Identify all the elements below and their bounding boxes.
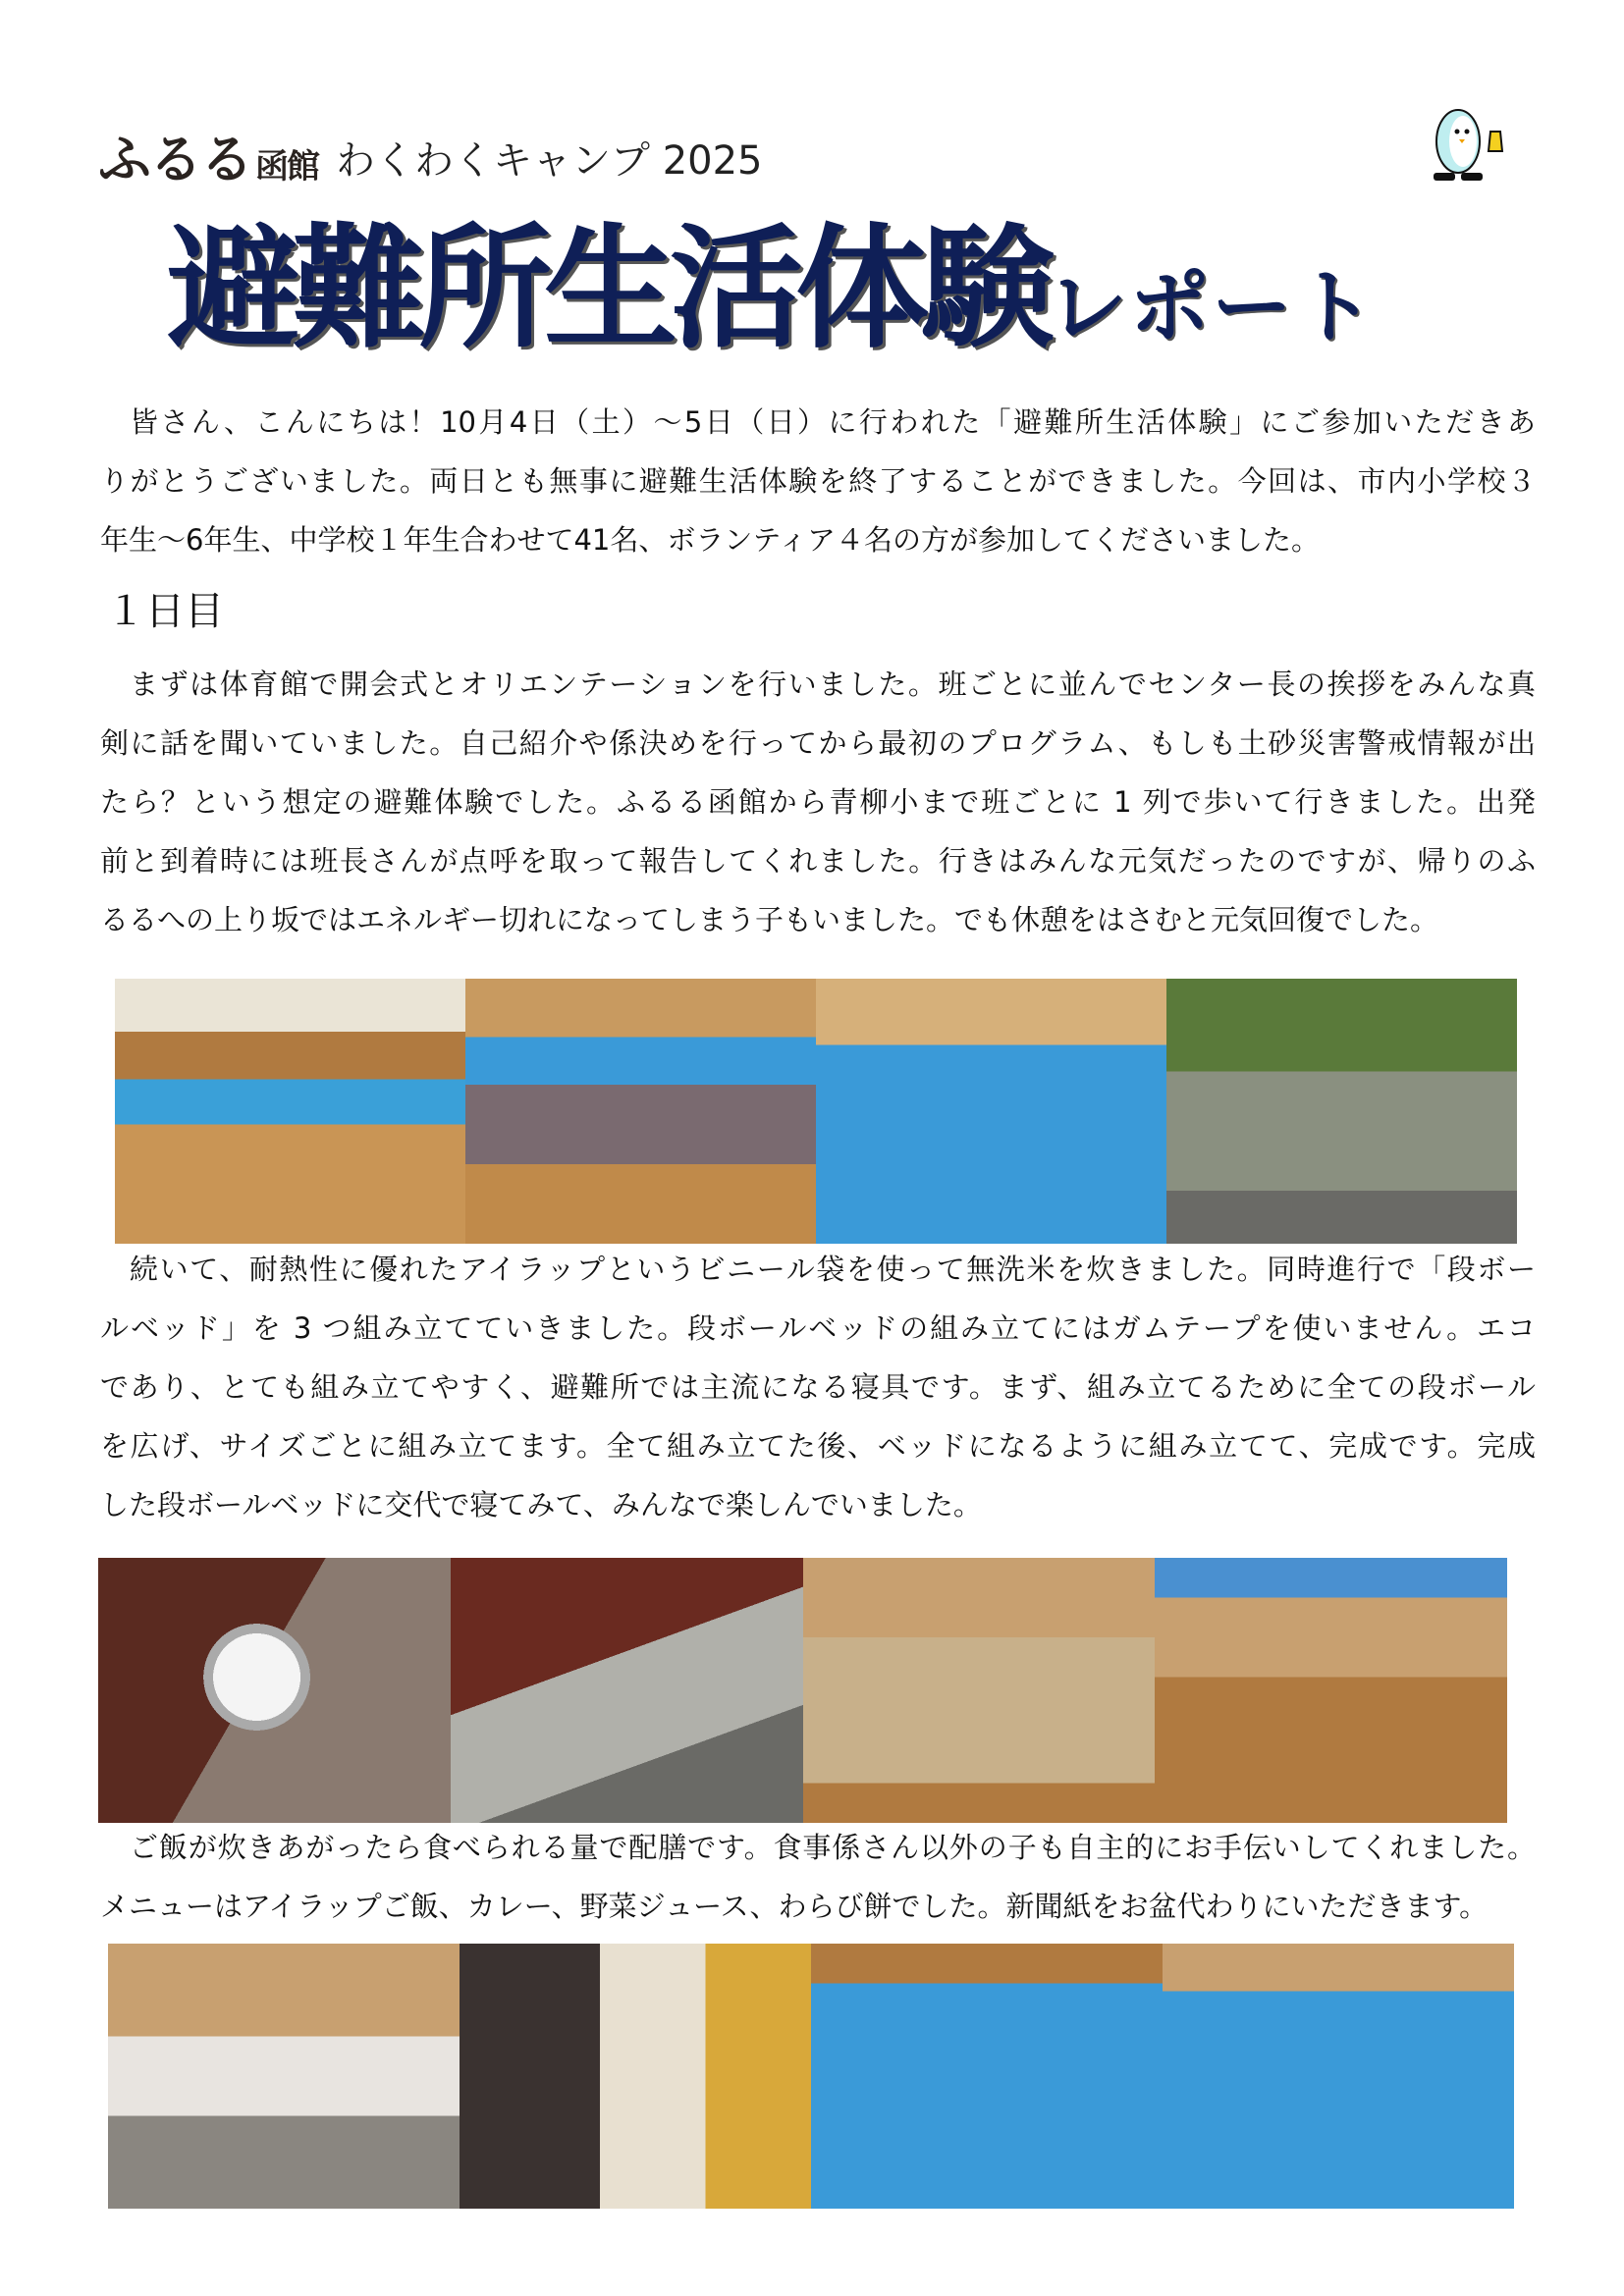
text-line: 剣に話を聞いていました。自己紹介や係決めを行ってから最初のプログラム、もしも土砂災害警戒情報が出 <box>100 726 1536 760</box>
text-line: した段ボールベッドに交代で寝てみて、みんなで楽しんでいました。 <box>100 1488 982 1522</box>
text-line: 続いて、耐熱性に優れたアイラップというビニール袋を使って無洗米を炊きました。同時進行で「段ボー <box>130 1253 1536 1286</box>
photo-serving-food <box>108 1944 460 2209</box>
photo-evacuation-walk <box>1166 979 1517 1244</box>
photo-row-1 <box>115 979 1517 1244</box>
intro-paragraph <box>100 393 1536 569</box>
photo-rice-pot <box>98 1558 451 1823</box>
logo-kanji: 函館 <box>255 147 318 187</box>
page-title <box>167 212 1473 367</box>
text-line: まずは体育館で開会式とオリエンテーションを行いました。班ごとに並んでセンター長の挨拶をみんな真 <box>130 667 1536 701</box>
camp-name: わくわくキャンプ 2025 <box>336 138 763 184</box>
text-line: 年生～6年生、中学校１年生合わせて41名、ボランティア４名の方が参加してくださいました。 <box>100 523 1321 557</box>
page-header <box>98 106 763 190</box>
text-line: ご飯が炊きあがったら食べられる量で配膳です。食事係さん以外の子も自主的にお手伝いしてくれました。 <box>130 1831 1536 1864</box>
mascot-icon <box>1414 102 1522 187</box>
photo-opening-ceremony <box>115 979 465 1244</box>
rice-and-bed-paragraph <box>100 1240 1536 1534</box>
photo-group-on-tarp <box>816 979 1166 1244</box>
fururu-hakodate-logo <box>98 129 318 190</box>
logo-text: ふるる <box>98 129 251 190</box>
photo-eating-on-tarp <box>811 1944 1163 2209</box>
text-line: メニューはアイラップご飯、カレー、野菜ジュース、わらび餅でした。新聞紙をお盆代わりにいただきます。 <box>100 1890 1489 1923</box>
title-main: 避難所生活体験 <box>167 212 1047 367</box>
text-line: ルベッド」を 3 つ組み立てていきました。段ボールベッドの組み立てにはガムテープを使いません。エコ <box>100 1311 1536 1345</box>
text-line: たら？という想定の避難体験でした。ふるる函館から青柳小まで班ごとに 1 列で歩いて行きました。出発 <box>100 785 1536 819</box>
photo-cooking-stoves <box>451 1558 803 1823</box>
photo-row-2 <box>98 1558 1507 1823</box>
text-line: 皆さん、こんにちは！10月4日（土）～5日（日）に行われた「避難所生活体験」にご参加いただきあ <box>130 405 1536 439</box>
text-line: 前と到着時には班長さんが点呼を取って報告してくれました。行きはみんな元気だったのですが、帰りのふ <box>100 844 1536 878</box>
text-line: であり、とても組み立てやすく、避難所では主流になる寝具です。まず、組み立てるために全ての段ボール <box>100 1370 1536 1404</box>
text-line: るるへの上り坂ではエネルギー切れになってしまう子もいました。でも休憩をはさむと元気回復でした。 <box>100 903 1439 936</box>
photo-row-3 <box>108 1944 1514 2209</box>
photo-children-on-beds <box>1155 1558 1507 1823</box>
photo-children-seated <box>465 979 816 1244</box>
meal-paragraph <box>100 1818 1536 1936</box>
day1-heading: １日目 <box>106 589 224 634</box>
text-line: を広げ、サイズごとに組み立てます。全て組み立てた後、ベッドになるように組み立てて、完成です。完成 <box>100 1429 1536 1463</box>
text-line: りがとうございました。両日とも無事に避難生活体験を終了することができました。今回は、市内小学校３ <box>100 464 1536 498</box>
photo-newspaper-trays <box>1163 1944 1514 2209</box>
photo-volunteer-serving <box>460 1944 811 2209</box>
title-suffix: レポート <box>1047 261 1378 354</box>
orientation-paragraph <box>100 655 1536 949</box>
photo-cardboard-bed <box>803 1558 1156 1823</box>
